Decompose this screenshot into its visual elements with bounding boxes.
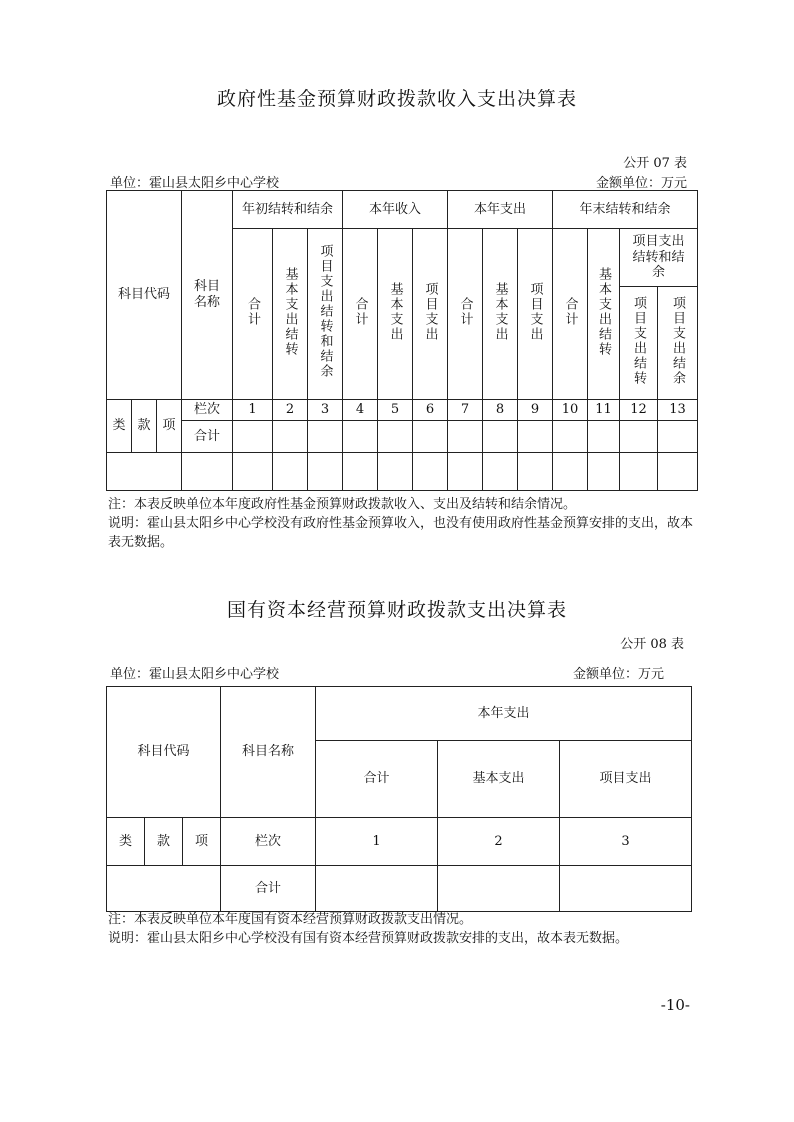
- table2-money-unit: 金额单位：万元: [572, 667, 664, 682]
- row-class-label: 类: [107, 400, 132, 453]
- header-expense-total: 合计: [448, 229, 483, 400]
- table-cell: [518, 453, 553, 491]
- table-cell: [658, 453, 698, 491]
- t2-col-number: 1: [316, 818, 438, 866]
- t2-header-total: 合计: [316, 741, 438, 818]
- t2-col-number: 3: [560, 818, 692, 866]
- table-cell: [343, 421, 378, 453]
- header-year-expense: 本年支出: [448, 191, 553, 229]
- table-cell: [316, 866, 438, 912]
- table-cell: [438, 866, 560, 912]
- t2-col-number: 2: [438, 818, 560, 866]
- table-cell: [233, 453, 273, 491]
- header-expense-project: 项目支出: [518, 229, 553, 400]
- table-cell: [107, 453, 182, 491]
- row-xiang-label: 项: [157, 400, 182, 453]
- col-number: 6: [413, 400, 448, 421]
- t2-header-year-expense: 本年支出: [316, 687, 692, 741]
- header-begin-basic: 基本支出结转: [273, 229, 308, 400]
- table-cell: [233, 421, 273, 453]
- table1-money-unit: 金额单位：万元: [595, 176, 687, 191]
- table2-explanation: 说明：霍山县太阳乡中心学校没有国有资本经营预算财政拨款安排的支出，故本表无数据。: [108, 931, 629, 946]
- col-number: 2: [273, 400, 308, 421]
- table-cell: [553, 421, 588, 453]
- table1-note: 注：本表反映单位本年度政府性基金预算财政拨款收入、支出及结转和结余情况。: [108, 497, 577, 512]
- table2-title: 国有资本经营预算财政拨款支出决算表: [226, 599, 567, 621]
- table-cell: [308, 453, 343, 491]
- header-begin-project: 项目支出结转和结余: [308, 229, 343, 400]
- header-end-balance: 年末结转和结余: [553, 191, 698, 229]
- table-cell: [378, 453, 413, 491]
- table-cell: [413, 421, 448, 453]
- col-number: 4: [343, 400, 378, 421]
- t2-header-subject-name: 科目名称: [221, 687, 316, 818]
- col-number: 3: [308, 400, 343, 421]
- col-number: 1: [233, 400, 273, 421]
- header-income-total: 合计: [343, 229, 378, 400]
- header-income-basic: 基本支出: [378, 229, 413, 400]
- table1: [106, 190, 698, 491]
- header-end-project: 项目支出结转和结余: [620, 229, 698, 287]
- t2-row-class-label: 类: [107, 818, 145, 866]
- page-number: -10-: [660, 996, 690, 1014]
- table-cell: [483, 453, 518, 491]
- t2-row-xiang-label: 项: [183, 818, 221, 866]
- table1-title: 政府性基金预算财政拨款收入支出决算表: [216, 88, 577, 110]
- col-number: 8: [483, 400, 518, 421]
- col-number: 5: [378, 400, 413, 421]
- table1-unit: 单位：霍山县太阳乡中心学校: [110, 176, 280, 191]
- table-cell: [560, 866, 692, 912]
- table-cell: [588, 453, 620, 491]
- t2-row-kuan-label: 款: [145, 818, 183, 866]
- t2-header-basic: 基本支出: [438, 741, 560, 818]
- col-number: 10: [553, 400, 588, 421]
- table1-form-number: 公开 07 表: [623, 156, 687, 171]
- col-number: 9: [518, 400, 553, 421]
- header-begin-balance: 年初结转和结余: [233, 191, 343, 229]
- table-cell: [553, 453, 588, 491]
- header-expense-basic: 基本支出: [483, 229, 518, 400]
- table-cell: [308, 421, 343, 453]
- table-cell: [448, 453, 483, 491]
- table-cell: [182, 453, 233, 491]
- col-number: 12: [620, 400, 658, 421]
- header-subject-name: 科目名称: [182, 191, 233, 400]
- header-year-income: 本年收入: [343, 191, 448, 229]
- table-cell: [273, 453, 308, 491]
- table-cell: [273, 421, 308, 453]
- t2-row-lanci-label: 栏次: [221, 818, 316, 866]
- table-cell: [413, 453, 448, 491]
- table-cell: [518, 421, 553, 453]
- row-kuan-label: 款: [132, 400, 157, 453]
- table1-explanation: 说明：霍山县太阳乡中心学校没有政府性基金预算收入，也没有使用政府性基金预算安排的支出，故本表无数据。: [108, 516, 694, 550]
- header-end-project-surplus: 项目支出结余: [658, 287, 698, 400]
- header-end-total: 合计: [553, 229, 588, 400]
- header-begin-total: 合计: [233, 229, 273, 400]
- header-end-basic: 基本支出结转: [588, 229, 620, 400]
- col-number: 7: [448, 400, 483, 421]
- row-total-label: 合计: [182, 421, 233, 453]
- table-cell: [378, 421, 413, 453]
- table-cell: [658, 421, 698, 453]
- t2-row-total-label: 合计: [221, 866, 316, 912]
- header-subject-code: 科目代码: [107, 191, 182, 400]
- table2: [106, 686, 692, 912]
- col-number: 13: [658, 400, 698, 421]
- table-cell: [620, 453, 658, 491]
- table-cell: [448, 421, 483, 453]
- row-lanci-label: 栏次: [182, 400, 233, 421]
- header-income-project: 项目支出: [413, 229, 448, 400]
- col-number: 11: [588, 400, 620, 421]
- table2-unit: 单位：霍山县太阳乡中心学校: [110, 667, 280, 682]
- table-cell: [620, 421, 658, 453]
- table2-form-number: 公开 08 表: [620, 637, 684, 652]
- table-cell: [343, 453, 378, 491]
- table2-note: 注：本表反映单位本年度国有资本经营预算财政拨款支出情况。: [108, 912, 473, 927]
- t2-header-project: 项目支出: [560, 741, 692, 818]
- table-cell: [588, 421, 620, 453]
- table-cell: [107, 866, 221, 912]
- table-cell: [483, 421, 518, 453]
- t2-header-subject-code: 科目代码: [107, 687, 221, 818]
- header-end-project-carry: 项目支出结转: [620, 287, 658, 400]
